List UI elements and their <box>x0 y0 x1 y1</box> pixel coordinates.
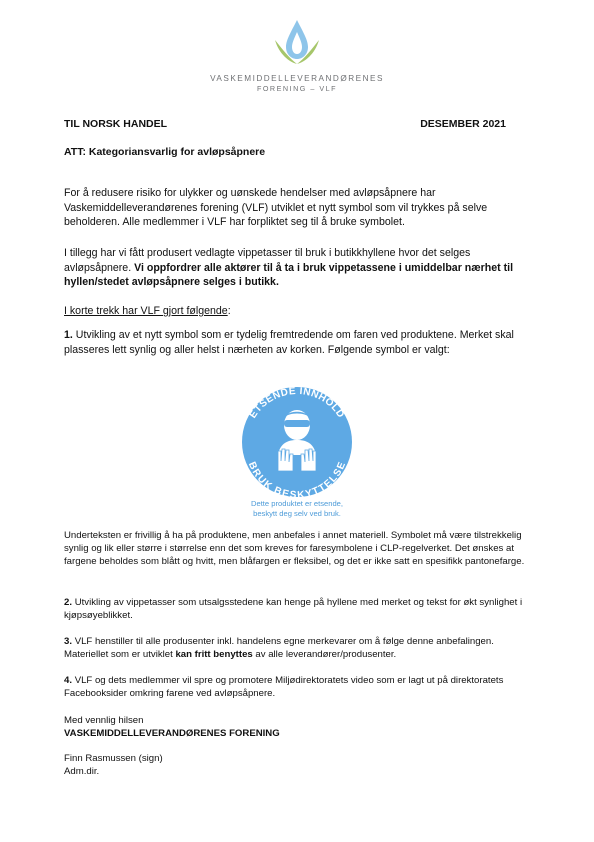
point-2-number: 2. <box>64 597 73 608</box>
point-3-tail: av alle leverandører/produsenter. <box>255 649 397 661</box>
badge-bottom-text: BRUK BESKYTTELSE <box>245 460 349 497</box>
attention-line: ATT: Kategoriansvarlig for avløpsåpnere <box>64 146 266 158</box>
point-2 <box>64 596 534 622</box>
point-1-number: 1. <box>64 329 73 341</box>
logo-name-line1: VASKEMIDDELLEVERANDØRENES <box>210 74 384 83</box>
letter-date: DESEMBER 2021 <box>420 118 506 130</box>
closing-org: VASKEMIDDELLEVERANDØRENES FORENING <box>64 728 280 739</box>
point-1 <box>64 328 534 357</box>
summary-heading <box>64 304 534 319</box>
etsende-innhold-badge-icon <box>226 387 368 497</box>
subtext-note: Underteksten er frivillig å ha på produktene, men anbefales i annet materiell. Symbolet må være tilstrekkelig synlig og lik eller større i størrelse enn det som kreves for faresymbolene i CLP-regelverket. Det ønskes at fargene beholdes som blått og hvitt, men blåfargen er fleksibel, og det er ikke satt en spesifikk pantonefarge. <box>64 530 525 568</box>
symbol-caption-line2: beskytt deg selv ved bruk. <box>253 508 341 518</box>
summary-heading-text: I korte trekk har VLF gjort følgende <box>64 305 228 317</box>
point-3-number: 3. <box>64 636 73 647</box>
summary-heading-colon: : <box>227 305 231 317</box>
point-3-bold-text: kan fritt benyttes <box>175 649 253 661</box>
point-4-text: VLF og dets medlemmer vil spre og promotere Miljødirektoratets video som er lagt ut på direktoratets Facebooksider omkring farene ved avløpsåpnere. <box>64 675 504 700</box>
recipient: TIL NORSK HANDEL <box>64 118 168 130</box>
vlf-logo <box>0 18 594 93</box>
drop-leaf-logo-icon <box>267 18 327 70</box>
point-1-text: Utvikling av et nytt symbol som er tydelig fremtredende om faren ved produktene. Merket skal plasseres lett synlig og aller helst i nærheten av korken. Følgende symbol er valgt: <box>64 329 514 356</box>
shelf-paragraph <box>64 246 534 290</box>
closing-greeting: Med vennlig hilsen <box>64 715 144 726</box>
logo-name-line2: FORENING – VLF <box>256 84 338 93</box>
closing-signer: Finn Rasmussen (sign) <box>64 753 163 764</box>
letter-header <box>64 118 506 130</box>
symbol-caption <box>0 499 594 519</box>
shelf-bold-text: Vi oppfordrer alle aktører til å ta i bruk vippetassene i umiddelbar nærhet til hyllen/stedet avløpsåpnere selges i butikk. <box>64 261 514 289</box>
corrosive-symbol <box>226 387 368 502</box>
point-3 <box>64 635 534 661</box>
symbol-caption-line1: Dette produktet er etsende, <box>250 499 344 508</box>
shelf-text: I tillegg har vi fått produsert vedlagte vippetasser til bruk i butikkhyllene hvor det selges avløpsåpnere. <box>64 247 471 274</box>
point-2-text: Utvikling av vippetasser som utsalgsstedene kan henge på hyllene med merket og tekst for økt synlighet i kjøpsøyeblikket. <box>64 597 523 622</box>
point-4 <box>64 674 534 700</box>
point-4-number: 4. <box>64 675 73 686</box>
intro-paragraph: For å redusere risiko for ulykker og uønskede hendelser med avløpsåpnere har Vaskemiddelleverandørenes forening (VLF) utviklet et nytt symbol som vil trykkes på selve beholderen. Alle medlemmer i VLF har forpliktet seg til å bruke symbolet. <box>64 187 488 229</box>
closing-title: Adm.dir. <box>64 766 100 777</box>
badge-top-text: ETSENDE INNHOLD <box>247 387 347 421</box>
point-3-text: VLF henstiller til alle produsenter inkl. handelens egne merkevarer om å følge denne anbefalingen. Materiellet som er utviklet <box>64 636 494 661</box>
